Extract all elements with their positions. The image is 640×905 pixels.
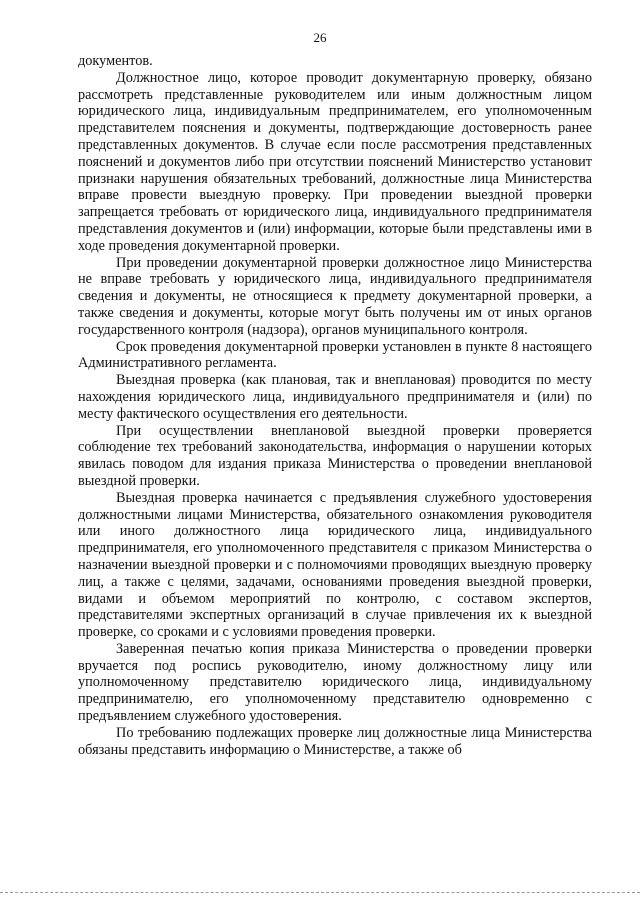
paragraph-onsite-location: Выездная проверка (как плановая, так и внеплановая) проводится по месту нахождения юридического лица, индивидуального предпринимателя и (или) по месту фактического осуществления его деятельности.: [78, 372, 592, 422]
page-number: 26: [313, 30, 327, 45]
paragraph-continuation: документов.: [78, 53, 153, 69]
paragraph-unscheduled-check: При осуществлении внеплановой выездной проверки проверяется соблюдение тех требований законодательства, информация о нарушении которых явилась поводом для издания приказа Министерства о проведении внеплановой выездной проверки.: [78, 422, 592, 489]
paragraph-onsite-start: Выездная проверка начинается с предъявления служебного удостоверения должностными лицами Министерства, обязательного ознакомления руководителя или иного должностного лица юридического лица, индивидуального предпринимателя, его уполномоченного представителя с приказом Министерства о назначении выездной проверки и с полномочиями проводящих выездную проверку лиц, а также с целями, задачами, основаниями проведения выездной проверки, видами и объемом мероприятий по контролю, с составом экспертов, представителями экспертных организаций в случае привлечения их к выездной проверке, со сроками и с условиями проведения проверки.: [78, 489, 592, 641]
paragraph-document-review: Должностное лицо, которое проводит документарную проверку, обязано рассмотреть представленные руководителем или иным должностным лицом юридического лица, индивидуальным предпринимателем, его уполномоченным представителем пояснения и документы, подтверждающие достоверность ранее представленных документов. В случае если после рассмотрения представленных пояснений и документов либо при отсутствии пояснений Министерство установит признаки нарушения обязательных требований, должностные лица Министерства вправе провести выездную проверку. При проведении выездной проверки запрещается требовать от юридического лица, индивидуального предпринимателя представления документов и (или) информации, которые были представлены ими в ходе проведения документарной проверки.: [78, 69, 592, 254]
paragraph-order-copy: Заверенная печатью копия приказа Министерства о проведении проверки вручается под роспись руководителю, иному должностному лицу или уполномоченному представителю юридического лица, индивидуальному предпринимателю, его уполномоченному представителю одновременно с предъявлением служебного удостоверения.: [78, 640, 592, 725]
paragraph-review-restrictions: При проведении документарной проверки должностное лицо Министерства не вправе требовать у юридического лица, индивидуального предпринимателя сведения и документы, не относящиеся к предмету документарной проверки, а также сведения и документы, которые могут быть получены им от иных органов государственного контроля (надзора), органов муниципального контроля.: [78, 254, 592, 338]
paragraph-review-term: Срок проведения документарной проверки установлен в пункте 8 настоящего Административного регламента.: [78, 338, 592, 372]
paragraph-information-request: По требованию подлежащих проверке лиц должностные лица Министерства обязаны представить информацию о Министерстве, а также об: [78, 724, 592, 758]
document-body: [78, 53, 592, 758]
bottom-scan-edge: [0, 892, 640, 893]
